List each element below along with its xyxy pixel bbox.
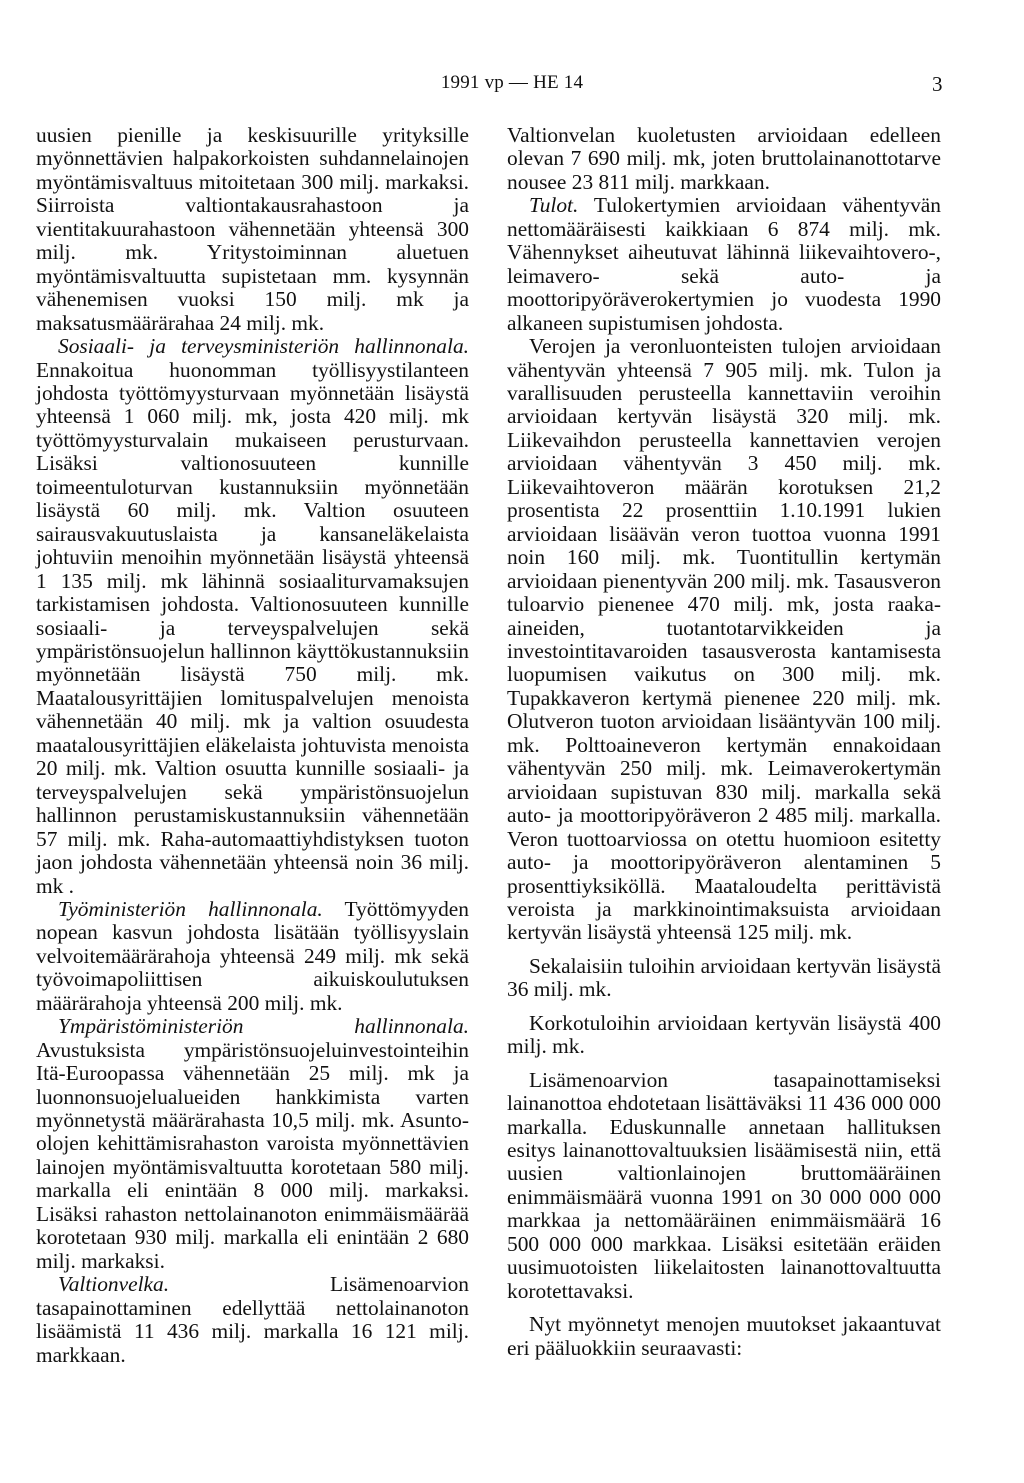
paragraph-text: Avustuksista ympäristönsuojeluinvestointeihin Itä-Euroopassa vähennetään 25 milj. mk ja luonnonsuojelualueiden hankkimista varten myönnetystä määrärahasta 10,5 milj. mk. Asunto-olojen kehittämisrahaston varoista myönnettävien lainojen myöntämisvaltuutta korotetaan 580 milj. markalla eli enintään 8 000 milj. markaksi. Lisäksi rahaston nettolainanoton enimmäismäärää korotetaan 930 milj. markalla eli enintään 2 680 milj. markaksi. bbox=[36, 1037, 469, 1273]
section-heading: Sosiaali- ja terveysministeriön hallinnonala. bbox=[58, 334, 469, 359]
left-column bbox=[36, 124, 469, 1367]
section-heading: Ympäristöministeriön hallinnonala. bbox=[58, 1014, 469, 1039]
paragraph-text: Ennakoitua huonomman työllisyystilanteen johdosta työttömyysturvaan myönnetään lisäystä yhteensä 1 060 milj. mk, josta 420 milj. mk työttömyysturvalain mukaiseen perusturvaan. Lisäksi valtionosuuteen kunnille toimeentuloturvan kustannuksiin myönnetään lisäystä 60 milj. mk. Valtion osuuteen sairausvakuutuslaista ja kansaneläkelaista johtuviin menoihin myönnetään lisäystä yhteensä 1 135 milj. mk lähinnä sosiaaliturvamaksujen tarkistamisen johdosta. Valtionosuuteen kunnille sosiaali- ja terveyspalvelujen sekä ympäristönsuojelun hallinnon käyttökustannuksiin myönnetään lisäystä 750 milj. mk. Maatalousyrittäjien lomituspalvelujen menoista vähennetään 40 milj. mk ja valtion osuudesta maatalousyrittäjien eläkelaista johtuvista menoista 20 milj. mk. Valtion osuutta kunnille sosiaali- ja terveyspalvelujen sekä ympäristönsuojelun hallinnon perustamiskustannuksiin vähennetään 57 milj. mk. Raha-automaattiyhdistyksen tuoton jaon johdosta vähennetään yhteensä noin 36 milj. mk . bbox=[36, 357, 469, 898]
running-header: 1991 vp — HE 14 bbox=[440, 72, 584, 93]
paragraph-text: Lisämenoarvion tasapainottaminen edellyttää nettolainanoton lisäämistä 11 436 milj. markalla 16 121 milj. markkaan. bbox=[36, 1272, 469, 1367]
paragraph: Korkotuloihin arvioidaan kertyvän lisäystä 400 milj. mk. bbox=[507, 1010, 941, 1059]
paragraph: uusien pienille ja keskisuurille yrityksille myönnettävien halpakorkoisten suhdannelainojen myöntämisvaltuus mitoitetaan 300 milj. markaksi. Siirroista valtiontakausrahastoon ja vientitakuurahastoon vähennetään yhteensä 300 milj. mk. Yritystoiminnan aluetuen myöntämisvaltuutta supistetaan mm. kysynnän vähenemisen vuoksi 150 milj. mk ja maksatusmäärärahaa 24 milj. mk. bbox=[36, 123, 469, 335]
paragraph-text: Tulokertymien arvioidaan vähentyvän nettomääräisesti kaikkiaan 6 874 milj. mk. Vähennykset aiheutuvat lähinnä liikevaihtovero-, leimavero- sekä auto- ja moottoripyöräverokertymien jo vuodesta 1990 alkaneen supistumisen johdosta. bbox=[507, 193, 941, 335]
paragraph bbox=[36, 335, 469, 898]
paragraph: Verojen ja veronluonteisten tulojen arvioidaan vähentyvän yhteensä 7 905 milj. mk. Tulon ja varallisuuden perusteella kannettaviin veroihin arvioidaan kertyvän lisäystä 320 milj. mk. Liikevaihdon perusteella kannettavien verojen arvioidaan vähentyvän 3 450 milj. mk. Liikevaihtoveron määrän korotuksen 21,2 prosentista 22 prosenttiin 1.10.1991 lukien arvioidaan lisäävän veron tuottoa vuonna 1991 noin 160 milj. mk. Tuontitullin kertymän arvioidaan pienentyvän 200 milj. mk. Tasausveron tuloarvio pienenee 470 milj. mk, josta raaka-aineiden, tuotantotarvikkeiden ja investointitavaroiden tasausverosta kantamisesta luopumisen vaikutus on 300 milj. mk. Tupakkaveron kertymä pienenee 220 milj. mk. Olutveron tuoton arvioidaan lisääntyvän 100 milj. mk. Polttoaineveron kertymän ennakoidaan vähentyvän 250 milj. mk. Leimaverokertymän arvioidaan supistuvan 830 milj. markalla sekä auto- ja moottoripyöräveron 2 485 milj. markalla. Veron tuottoarviossa on otettu huomioon esitetty auto- ja moottoripyöräveron alentaminen 5 prosenttiyksiköllä. Maataloudelta perittävistä veroista ja markkinointimaksuista arvioidaan kertyvän lisäystä yhteensä 125 milj. mk. bbox=[507, 334, 941, 945]
paragraph: Sekalaisiin tuloihin arvioidaan kertyvän lisäystä 36 milj. mk. bbox=[507, 953, 941, 1002]
paragraph bbox=[507, 194, 941, 335]
paragraph bbox=[36, 1273, 469, 1367]
section-heading: Työministeriön hallinnonala. bbox=[58, 896, 323, 921]
paragraph-text: Työttömyyden nopean kasvun johdosta lisätään työllisyyslain velvoitemäärärahoja yhteensä 249 milj. mk sekä työvoimapoliittisen aikuiskoulutuksen määrärahoja yhteensä 200 milj. mk. bbox=[36, 896, 469, 1015]
paragraph: Valtionvelan kuoletusten arvioidaan edelleen olevan 7 690 milj. mk, joten bruttolainanottotarve nousee 23 811 milj. markkaan. bbox=[507, 123, 941, 194]
paragraph: Nyt myönnetyt menojen muutokset jakaantuvat eri pääluokkiin seuraavasti: bbox=[507, 1312, 941, 1360]
paragraph bbox=[36, 1015, 469, 1273]
right-column bbox=[507, 124, 941, 1360]
section-heading: Tulot. bbox=[529, 193, 579, 218]
page-number: 3 bbox=[932, 72, 943, 96]
paragraph: Lisämenoarvion tasapainottamiseksi lainanottoa ehdotetaan lisättäväksi 11 436 000 000 markalla. Eduskunnalle annetaan hallituksen esitys lainanottovaltuuksien lisäämisestä niin, että uusien valtionlainojen bruttomääräinen enimmäismäärä vuonna 1991 on 30 000 000 000 markkaa ja nettomääräinen enimmäismäärä 16 500 000 000 markkaa. Lisäksi esitetään eräiden uusimuotoisten liikelaitosten lainanottovaltuutta korotettavaksi. bbox=[507, 1067, 941, 1303]
section-heading: Valtionvelka. bbox=[58, 1272, 170, 1297]
paragraph bbox=[36, 898, 469, 1015]
